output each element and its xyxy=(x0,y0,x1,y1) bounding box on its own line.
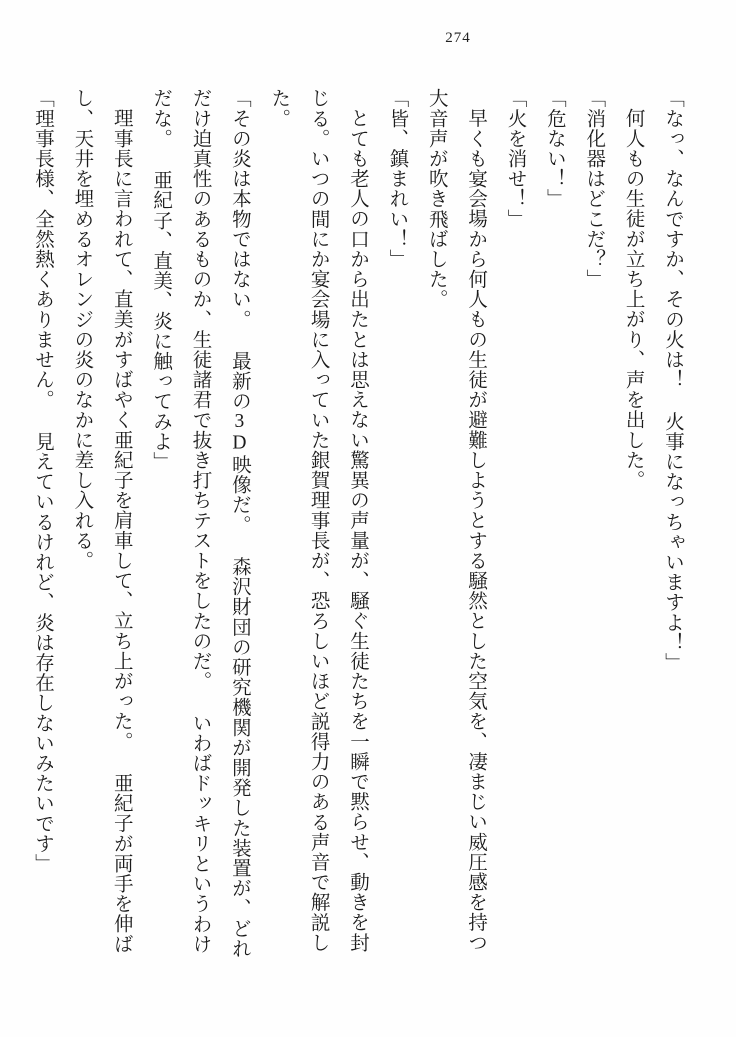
paragraph: 「危ない！」 xyxy=(543,88,565,209)
paragraph: 「消化器はどこだ？」 xyxy=(583,88,605,289)
page-number-value: 274 xyxy=(445,30,471,46)
paragraph: 「皆、鎮まれい！」 xyxy=(386,88,408,269)
novel-text-body xyxy=(32,88,692,961)
paragraph: 「理事長様、全然熱くありません。 見えているけれど、炎は存在しないみたいです」 xyxy=(32,88,53,874)
paragraph: 理事長に言われて、直美がすばやく亜紀子を肩車して、立ち上がった。 亜紀子が両手を伸ばし、天井を埋めるオレンジの炎のなかに差し入れる。 xyxy=(71,88,132,954)
paragraph: とても老人の口から出たとは思えない驚異の声量が、騒ぐ生徒たちを一瞬で黙らせ、動きを封じる。いつの間にか宴会場に入っていた銀賀理事長が、恐ろしいほど説得力のある声音で解説した。 xyxy=(268,88,368,953)
paragraph: 「火を消せ！」 xyxy=(504,88,526,229)
paragraph: 「その炎は本物ではない。 最新の3D映像だ。 森沢財団の研究機関が開発した装置が、どれだけ迫真性のあるものか、生徒諸君で抜き打ちテストをしたのだ。 いわばドッキリというわけだな。 亜紀子、直美、炎に触ってみよ」 xyxy=(150,88,250,959)
paragraph: 「なっ、なんですか、その火は！ 火事になっちゃいますよ！」 xyxy=(662,88,683,673)
paragraph: 何人もの生徒が立ち上がり、声を出した。 xyxy=(622,107,644,490)
page-number xyxy=(0,30,736,47)
paragraph: 早くも宴会場から何人もの生徒が避難しようとする騒然とした空気を、凄まじい威圧感を持つ大音声が吹き飛ばした。 xyxy=(425,88,487,952)
